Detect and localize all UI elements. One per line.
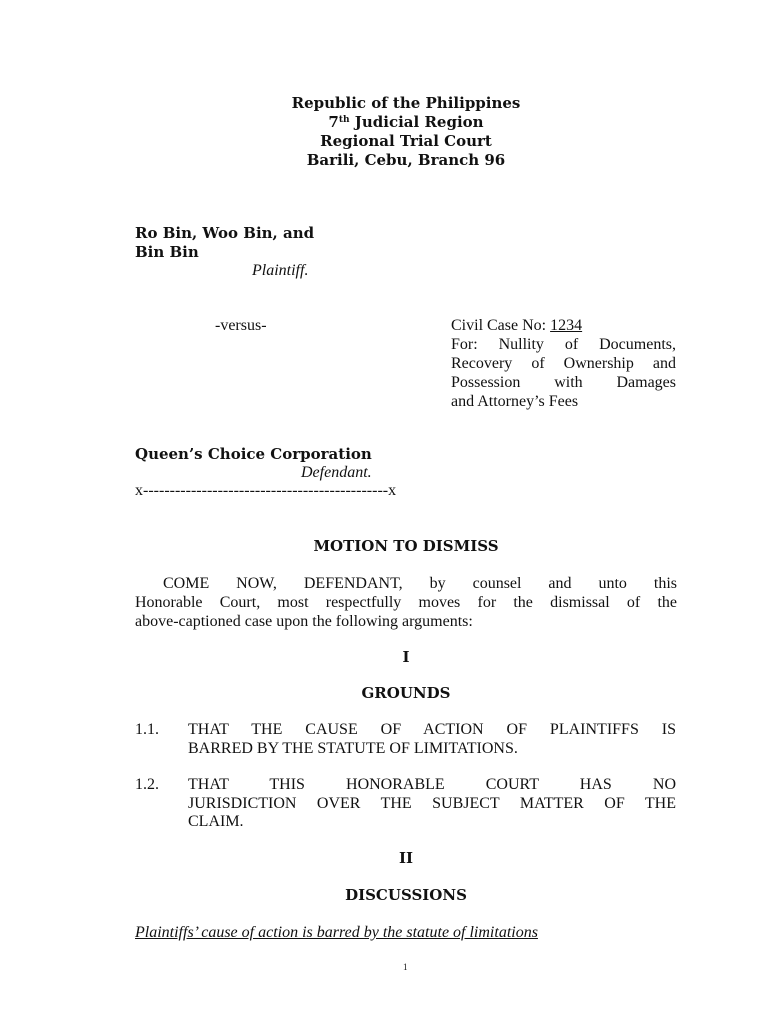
plaintiff-role: Plaintiff.	[252, 262, 309, 279]
header-republic: Republic of the Philippines	[291, 94, 521, 112]
case-number-line	[451, 317, 676, 336]
header-region-suffix: th	[338, 115, 350, 125]
ground-1-text	[188, 721, 676, 758]
ground-1-line-1: THAT THE CAUSE OF ACTION OF PLAINTIFFS IS	[188, 721, 676, 738]
ground-2-text	[188, 776, 676, 832]
plaintiffs-block	[135, 224, 314, 262]
page-number: 1	[403, 962, 408, 972]
case-nature-line-2: Recovery of Ownership and	[451, 354, 676, 372]
defendant-name: Queen’s Choice Corporation	[135, 445, 372, 463]
intro-line-2: Honorable Court, most respectfully moves for the dismissal of the	[135, 594, 677, 611]
header-branch: Barili, Cebu, Branch 96	[306, 151, 506, 169]
caption-separator: x----------------------------------------------x	[135, 482, 397, 499]
section-2-numeral: II	[398, 849, 414, 867]
defendant-role: Defendant.	[301, 464, 372, 481]
plaintiffs-names-line1: Ro Bin, Woo Bin, and	[135, 224, 315, 242]
plaintiffs-names-line2: Bin Bin	[135, 243, 199, 261]
intro-paragraph	[135, 574, 677, 631]
intro-line-3: above-captioned case upon the following arguments:	[135, 613, 473, 630]
ground-2-line-2: JURISDICTION OVER THE SUBJECT MATTER OF THE	[188, 794, 676, 812]
intro-line-1: COME NOW, DEFENDANT, by counsel and unto this	[163, 575, 677, 592]
ground-1-number: 1.1.	[135, 721, 159, 738]
section-1-heading: GROUNDS	[361, 684, 451, 702]
case-nature-line-4: and Attorney’s Fees	[451, 392, 579, 410]
case-number-label: Civil Case No:	[451, 317, 551, 334]
motion-title: MOTION TO DISMISS	[313, 537, 499, 555]
case-info	[451, 317, 676, 412]
header-region-label: Judicial Region	[349, 113, 484, 131]
case-number: 1234	[550, 317, 583, 334]
header-court: Regional Trial Court	[320, 132, 492, 150]
ground-1-line-2: BARRED BY THE STATUTE OF LIMITATIONS.	[188, 739, 518, 757]
header-region-number: 7	[328, 113, 339, 131]
ground-2-line-3: CLAIM.	[188, 813, 244, 830]
ground-2-number: 1.2.	[135, 776, 159, 793]
discussion-subheading: Plaintiffs’ cause of action is barred by the statute of limitations	[135, 924, 538, 941]
section-2-heading: DISCUSSIONS	[345, 886, 467, 904]
versus-label: -versus-	[215, 317, 267, 334]
section-1-numeral: I	[402, 648, 410, 666]
court-header	[0, 94, 768, 170]
case-nature-line-3: Possession with Damages	[451, 373, 676, 391]
case-nature-line-1: For: Nullity of Documents,	[451, 335, 676, 353]
ground-2-line-1: THAT THIS HONORABLE COURT HAS NO	[188, 776, 676, 793]
header-judicial-region	[0, 113, 768, 132]
